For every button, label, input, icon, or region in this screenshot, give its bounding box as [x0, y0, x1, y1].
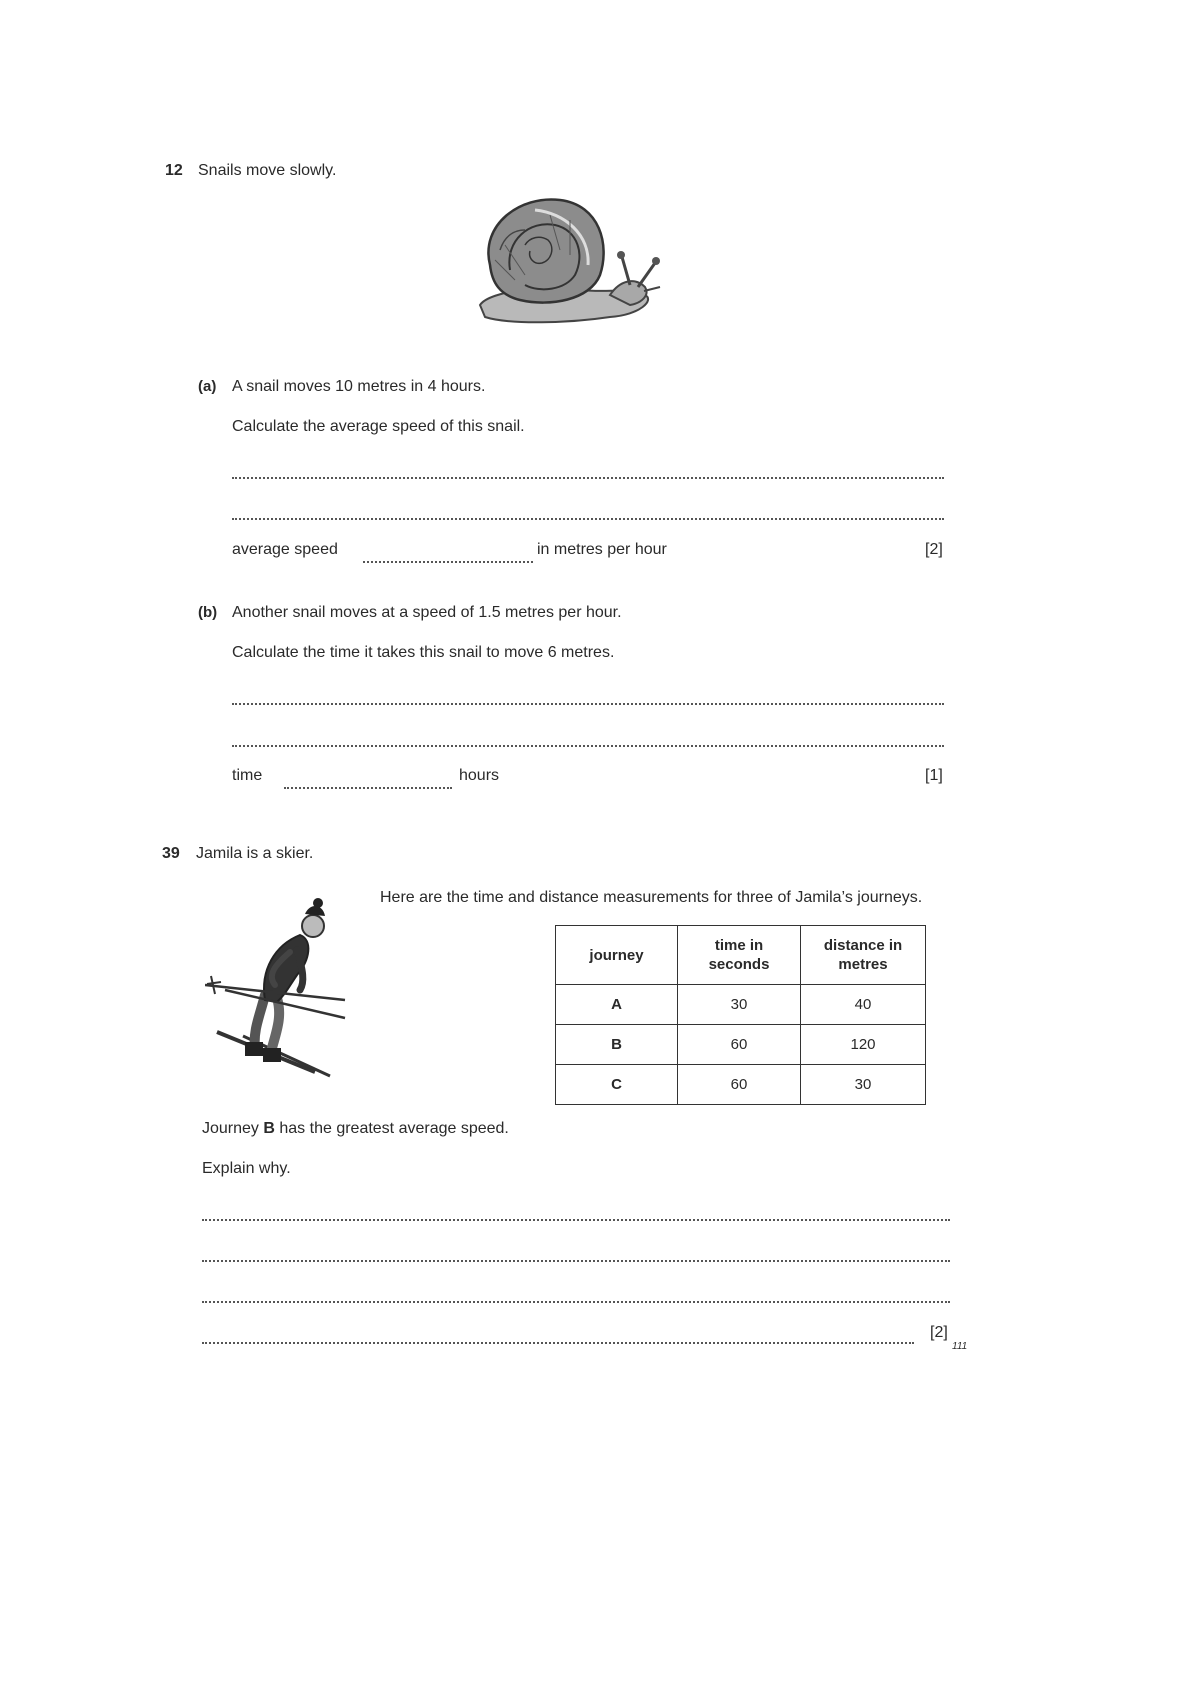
explain-answer-line-2[interactable]	[202, 1260, 950, 1262]
distance-cell: 120	[801, 1025, 926, 1065]
table-row	[556, 1025, 926, 1065]
table-row	[556, 1065, 926, 1105]
greatest-speed-statement	[202, 1120, 509, 1138]
answer-line-b-1[interactable]	[232, 703, 944, 705]
journey-cell: B	[556, 1025, 678, 1065]
q39-marks: [2]	[930, 1324, 948, 1341]
snail-illustration	[470, 195, 670, 345]
question-12-number: 12	[165, 162, 183, 179]
distance-cell: 30	[801, 1065, 926, 1105]
header-journey: journey	[556, 926, 678, 985]
part-b-text-2: Calculate the time it takes this snail to move 6 metres.	[232, 644, 615, 661]
time-answer-field[interactable]	[284, 787, 452, 789]
journey-cell: A	[556, 985, 678, 1025]
part-b-label: (b)	[198, 604, 218, 621]
journeys-table	[555, 925, 926, 1105]
explain-answer-line-3[interactable]	[202, 1301, 950, 1303]
table-row	[556, 985, 926, 1025]
time-label: time	[232, 767, 263, 784]
time-cell: 60	[678, 1065, 801, 1105]
time-unit: hours	[459, 767, 500, 784]
skier-illustration	[205, 890, 365, 1090]
table-header-row	[556, 926, 926, 985]
explain-prompt: Explain why.	[202, 1160, 291, 1177]
question-39-number: 39	[162, 845, 180, 862]
explain-answer-line-4[interactable]	[202, 1342, 914, 1344]
part-a-label: (a)	[198, 378, 217, 395]
explain-answer-line-1[interactable]	[202, 1219, 950, 1221]
journey-cell: C	[556, 1065, 678, 1105]
question-12-intro: Snails move slowly.	[198, 162, 337, 179]
statement-end: has the greatest average speed.	[274, 1120, 509, 1137]
total-marks: 111	[952, 1341, 968, 1352]
header-distance: distance in metres	[801, 926, 926, 985]
answer-line-a-2[interactable]	[232, 518, 944, 520]
answer-line-a-1[interactable]	[232, 477, 944, 479]
part-b-marks: [1]	[925, 767, 943, 784]
question-39-intro: Jamila is a skier.	[196, 845, 314, 862]
table-intro: Here are the time and distance measurements for three of Jamila’s journeys.	[380, 889, 923, 906]
statement-start: Journey	[202, 1120, 264, 1137]
part-a-marks: [2]	[925, 541, 943, 558]
answer-line-b-2[interactable]	[232, 745, 944, 747]
part-a-text-2: Calculate the average speed of this snail.	[232, 418, 525, 435]
average-speed-answer-field[interactable]	[363, 561, 533, 563]
distance-cell: 40	[801, 985, 926, 1025]
time-cell: 60	[678, 1025, 801, 1065]
part-a-text-1: A snail moves 10 metres in 4 hours.	[232, 378, 486, 395]
statement-journey: B	[263, 1120, 275, 1137]
average-speed-unit: in metres per hour	[537, 541, 667, 558]
time-cell: 30	[678, 985, 801, 1025]
header-time: time in seconds	[678, 926, 801, 985]
average-speed-label: average speed	[232, 541, 338, 558]
part-b-text-1: Another snail moves at a speed of 1.5 metres per hour.	[232, 604, 622, 621]
